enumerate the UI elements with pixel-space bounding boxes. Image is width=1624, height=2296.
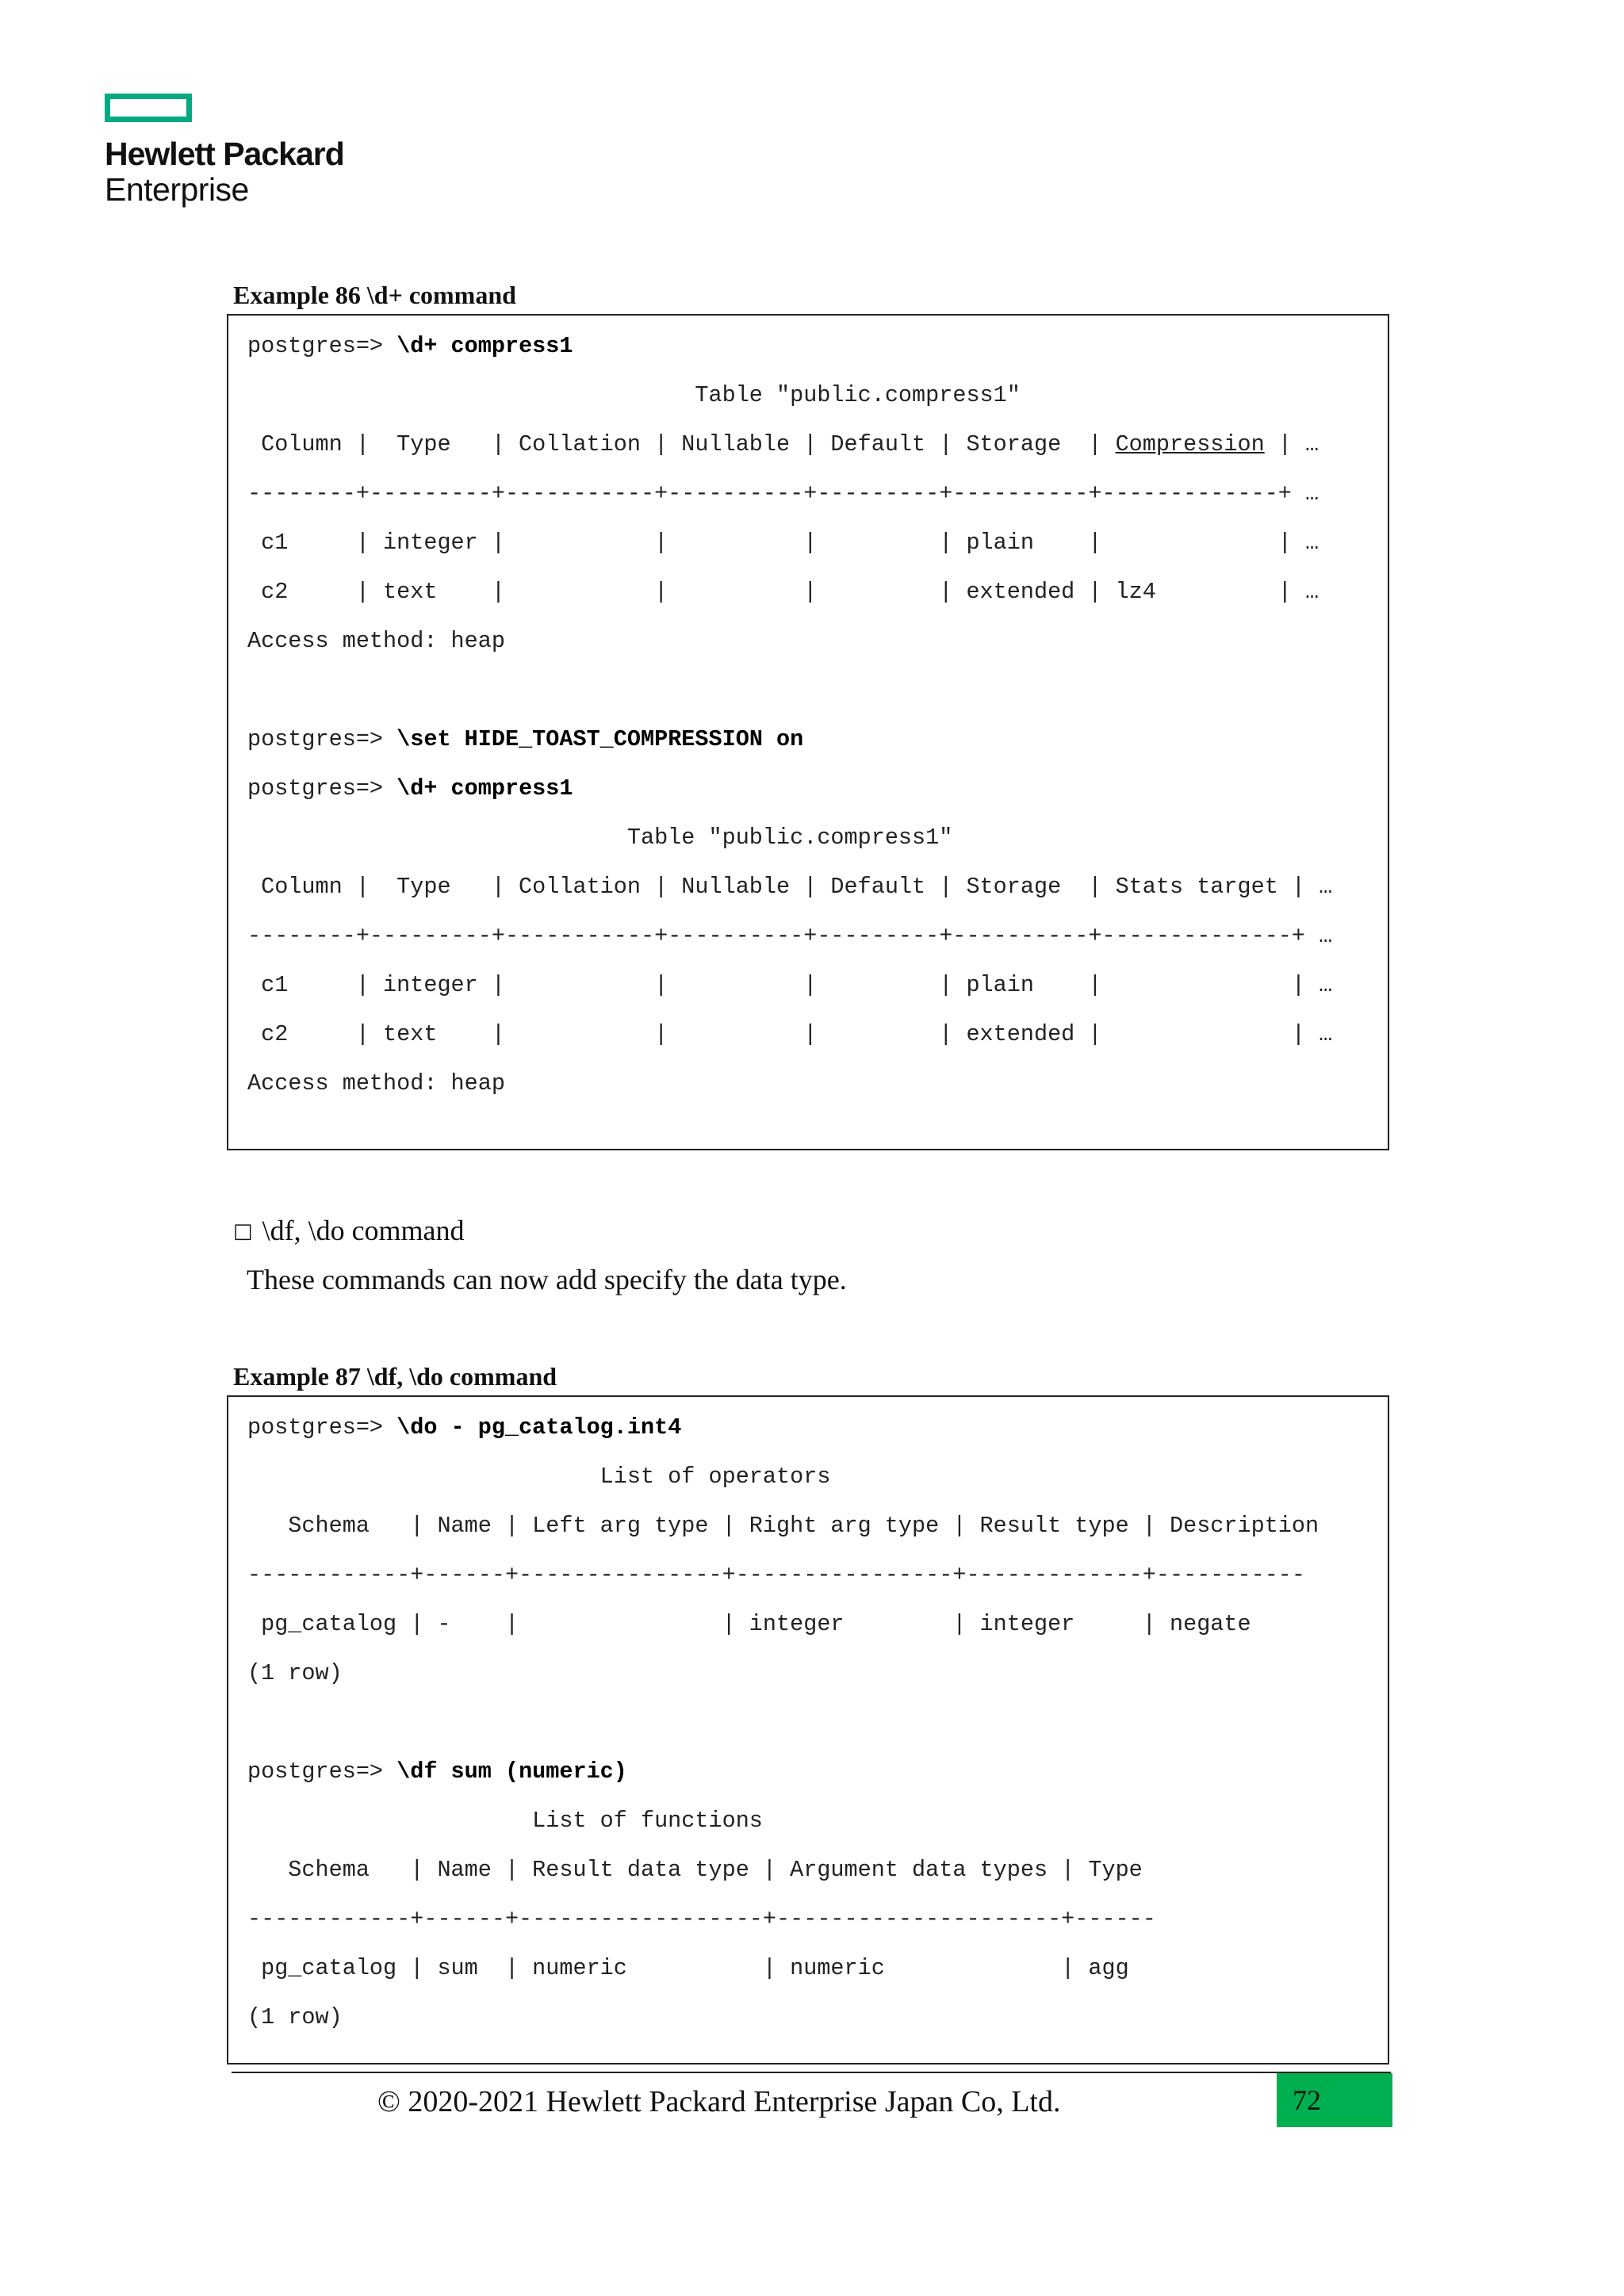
section-title-text: \df, \do command	[262, 1215, 465, 1246]
checkbox-bullet-icon: □	[233, 1219, 253, 1243]
command: \d+ compress1	[396, 333, 573, 359]
code-line: List of operators	[247, 1464, 831, 1490]
code-line: (1 row)	[247, 2004, 343, 2030]
code-line: pg_catalog | sum | numeric | numeric | agg	[247, 1955, 1129, 1981]
code-line: pg_catalog | - | | integer | integer | negate	[247, 1611, 1251, 1637]
code-line: Table "public.compress1"	[247, 382, 1021, 408]
example87-caption: Example 87 \df, \do command	[233, 1362, 557, 1391]
logo-text-hewlett-packard: Hewlett Packard	[105, 136, 344, 172]
command: \do - pg_catalog.int4	[396, 1414, 682, 1441]
code-line: --------+---------+-----------+----------+---------+----------+-------------+ …	[247, 480, 1320, 507]
example86-caption: Example 86 \d+ command	[233, 281, 516, 309]
code-line: Schema | Name | Result data type | Argument data types | Type	[247, 1857, 1143, 1883]
hpe-logo	[105, 94, 344, 208]
page-number: 72	[1277, 2073, 1392, 2127]
code-line	[247, 1758, 627, 1785]
code-line	[247, 1414, 681, 1441]
section-body: These commands can now add specify the data type.	[247, 1264, 847, 1295]
prompt: postgres=>	[247, 726, 397, 752]
prompt: postgres=>	[247, 775, 397, 802]
code-line: Table "public.compress1"	[247, 825, 953, 851]
code-line: ------------+------+------------------+---------------------+------	[247, 1906, 1156, 1932]
code-line: ------------+------+---------------+----------------+-------------+-----------	[247, 1562, 1306, 1588]
section-title	[233, 1215, 465, 1247]
footer-divider	[232, 2072, 1391, 2073]
code-line	[247, 775, 573, 802]
header-text: | …	[1264, 431, 1320, 457]
example87-code-box	[227, 1395, 1389, 2064]
code-line: Access method: heap	[247, 628, 505, 654]
logo-text-enterprise: Enterprise	[105, 171, 249, 208]
code-line	[247, 726, 803, 753]
code-line	[247, 431, 1319, 458]
code-line: Access method: heap	[247, 1070, 505, 1096]
example86-code-box	[227, 314, 1389, 1150]
prompt: postgres=>	[247, 1414, 397, 1441]
command: \df sum (numeric)	[396, 1758, 627, 1785]
prompt: postgres=>	[247, 333, 397, 359]
command: \set HIDE_TOAST_COMPRESSION on	[396, 726, 804, 752]
code-line: c1 | integer | | | | plain | | …	[247, 972, 1333, 998]
code-line: c1 | integer | | | | plain | | …	[247, 530, 1320, 556]
code-line: c2 | text | | | | extended | lz4 | …	[247, 579, 1320, 605]
footer-copyright: © 2020-2021 Hewlett Packard Enterprise Japan Co, Ltd.	[377, 2085, 1061, 2118]
hpe-logo-mark	[105, 94, 192, 122]
prompt: postgres=>	[247, 1758, 397, 1785]
code-line: Column | Type | Collation | Nullable | Default | Storage | Stats target | …	[247, 874, 1333, 900]
code-line: Schema | Name | Left arg type | Right arg type | Result type | Description	[247, 1513, 1320, 1539]
code-line: (1 row)	[247, 1660, 343, 1686]
code-line: c2 | text | | | | extended | | …	[247, 1021, 1333, 1047]
code-line: List of functions	[247, 1808, 763, 1834]
code-line	[247, 333, 573, 360]
header-text: Column | Type | Collation | Nullable | Default | Storage |	[247, 431, 1116, 457]
command: \d+ compress1	[396, 775, 573, 802]
header-compression: Compression	[1115, 431, 1265, 457]
code-line: --------+---------+-----------+----------+---------+----------+--------------+ …	[247, 923, 1333, 949]
